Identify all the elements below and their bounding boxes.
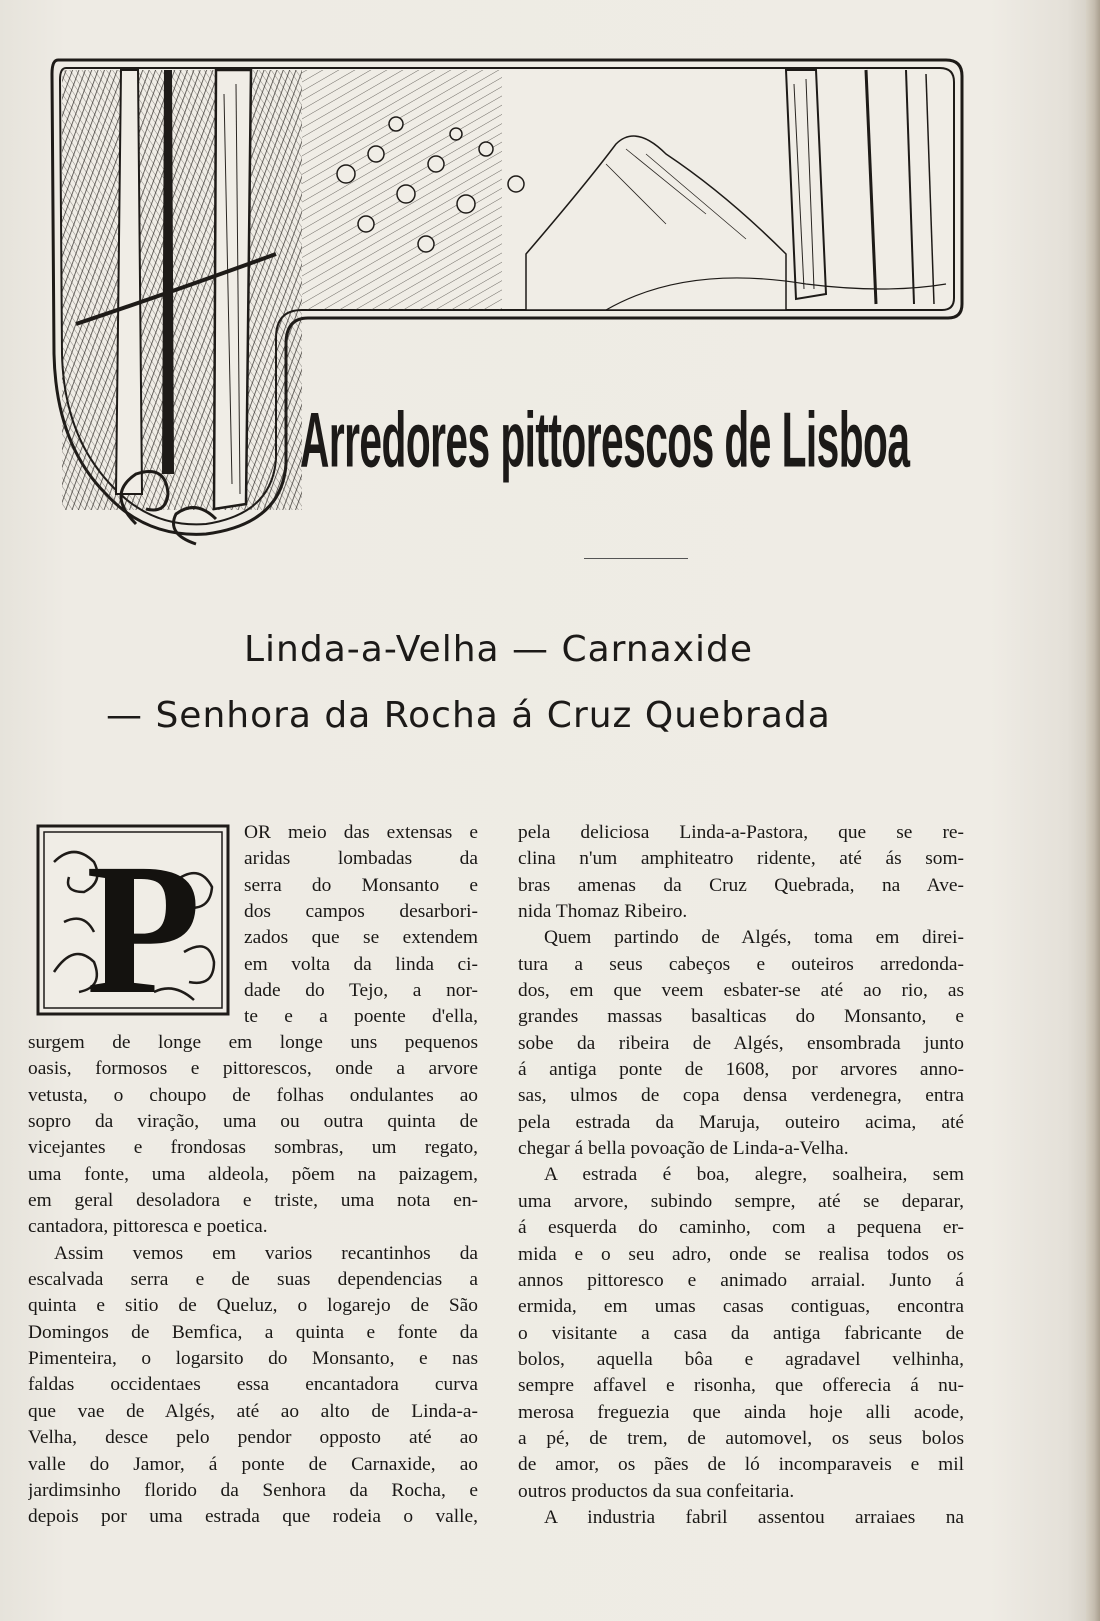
text-line: oasis, formosos e pittorescos, onde a arvore [28,1058,478,1080]
text-line: sopro da viração, uma ou outra quinta de [28,1111,478,1133]
text-line: Assim vemos em varios recantinhos da [54,1242,478,1264]
text-line: clina n'um amphiteatro ridente, até ás som- [518,848,964,870]
text-line: á antiga ponte de 1608, por arvores anno- [518,1059,964,1081]
text-line: o visitante a casa da antiga fabricante de [518,1322,964,1344]
text-line: pela estrada da Maruja, outeiro acima, até [518,1111,964,1133]
title-divider [584,558,688,559]
text-line: Velha, desce pelo pendor opposto até ao [28,1427,478,1449]
text-line: á esquerda do caminho, com a pequena er- [518,1217,964,1239]
text-line: te e a poente d'ella, [244,1006,478,1028]
text-line: vetusta, o choupo de folhas ondulantes ao [28,1084,478,1106]
page-title: Arredores pittorescos de Lisboa [300,395,910,484]
text-line: dos campos desarbori- [244,901,478,923]
page-edge [1086,0,1100,1621]
text-line: dos, em que veem esbater-se até ao rio, as [518,980,964,1002]
text-line: dade do Tejo, a nor- [244,980,478,1002]
column-left-body [28,1030,478,1531]
text-line: sas, ulmos de copa densa verdenegra, entra [518,1085,964,1107]
text-line: Pimenteira, o logarsito do Monsanto, e nas [28,1348,478,1370]
text-line: serra do Monsanto e [244,874,478,896]
text-line: Quem partindo de Algés, toma em direi- [544,927,964,949]
text-line: depois por uma estrada que rodeia o valle, [28,1506,478,1528]
text-line: surgem de longe em longe uns pequenos [28,1032,478,1053]
subtitle-line-2: — Senhora da Rocha á Cruz Quebrada [106,695,831,736]
text-line: OR meio das extensas e [244,822,478,843]
text-line: em geral desoladora e triste, uma nota en- [28,1190,478,1212]
text-line: cantadora, pittoresca e poetica. [28,1216,268,1238]
text-line: jardimsinho florido da Senhora da Rocha, e [28,1479,478,1501]
text-line: bras amenas da Cruz Quebrada, na Ave- [518,874,964,896]
text-line: nida Thomaz Ribeiro. [518,901,688,923]
text-line: que vae de Algés, até ao alto de Linda-a- [28,1400,478,1422]
text-line: A estrada é boa, alegre, soalheira, sem [544,1164,964,1186]
text-line: pela deliciosa Linda-a-Pastora, que se re- [518,822,964,843]
text-line: grandes massas basalticas do Monsanto, e [518,1006,964,1028]
text-line: vicejantes e frondosas sombras, um regato, [28,1137,478,1159]
text-line: aridas lombadas da [244,848,478,870]
text-line: chegar á bella povoação de Linda-a-Velha. [518,1138,849,1160]
text-line: Domingos de Bemfica, a quinta e fonte da [28,1321,478,1343]
text-line: em volta da linda ci- [244,953,478,975]
text-line: a pé, de trem, de automovel, os seus bolos [518,1427,964,1449]
column-right-body [518,820,964,1531]
ornamental-dropcap-icon [34,822,232,1018]
text-line: mida e o seu adro, onde se realisa todos os [518,1243,964,1265]
text-line: A industria fabril assentou arraiaes na [544,1506,964,1528]
text-line: uma fonte, uma aldeola, põem na paizagem, [28,1163,478,1185]
dropcap-letter: P [86,824,201,1018]
text-line: merosa freguezia que ainda hoje alli acode, [518,1401,964,1423]
text-line: ermida, em umas casas contiguas, encontra [518,1296,964,1318]
text-line: outros productos da sua confeitaria. [518,1480,795,1502]
text-line: uma arvore, subindo sempre, até se deparar, [518,1190,964,1212]
text-line: sobe da ribeira de Algés, ensombrada junto [518,1032,964,1054]
text-line: valle do Jamor, á ponte de Carnaxide, ao [28,1453,478,1475]
text-line: quinta e sitio de Queluz, o logarejo de São [28,1295,478,1317]
text-line: sempre affavel e risonha, que offerecia á nu- [518,1375,964,1397]
text-line: annos pittoresco e animado arraial. Junto á [518,1269,964,1291]
text-line: zados que se extendem [244,927,478,949]
text-line: bolos, aquella bôa e agradavel velhinha, [518,1348,964,1370]
subtitle-line-1: Linda-a-Velha — Carnaxide [244,629,754,670]
text-line: faldas occidentaes essa encantadora curva [28,1374,478,1396]
text-line: escalvada serra e de suas dependencias a [28,1269,478,1291]
text-line: tura a seus cabeços e outeiros arredonda- [518,953,964,975]
column-left-intro [244,820,478,1031]
text-line: de amor, os pães de ló incomparaveis e mil [518,1454,964,1476]
